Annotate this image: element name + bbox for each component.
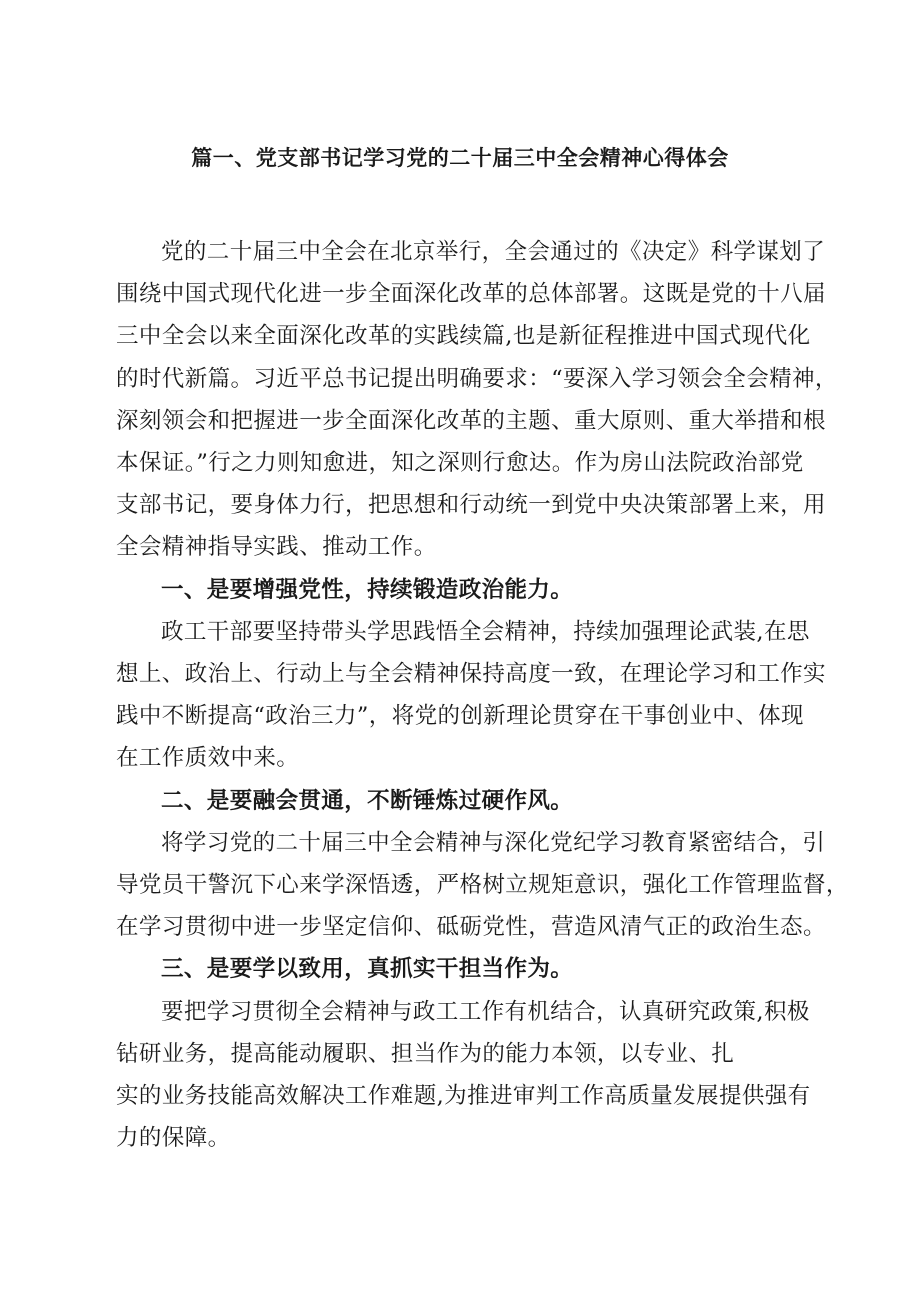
text-line: 三中全会以来全面深化改革的实践续篇,也是新征程推进中国式现代化 bbox=[116, 323, 811, 350]
section-heading bbox=[116, 569, 831, 611]
text-line: 党的二十届三中全会在北京举行，全会通过的《决定》科学谋划了 bbox=[161, 239, 826, 265]
body-paragraph bbox=[116, 611, 831, 780]
text-line: 力的保障。 bbox=[116, 1125, 231, 1152]
text-line: 本保证。”行之力则知愈进，知之深则行愈达。作为房山法院政治部党 bbox=[116, 450, 804, 477]
text-line: 实的业务技能高效解决工作难题,为推进审判工作高质量发展提供强有 bbox=[116, 1083, 811, 1110]
text-line: 的时代新篇。习近平总书记提出明确要求：“要深入学习领会全会精神， bbox=[116, 365, 838, 392]
body-paragraph bbox=[116, 991, 831, 1160]
document-body bbox=[116, 231, 849, 1159]
text-line: 三、是要学以致用，真抓实干担当作为。 bbox=[161, 956, 574, 983]
text-line: 二、是要融会贯通，不断锤炼过硬作风。 bbox=[161, 787, 574, 814]
text-line: 深刻领会和把握进一步全面深化改革的主题、重大原则、重大举措和根 bbox=[116, 407, 826, 434]
text-line: 践中不断提高“政治三力”，将党的创新理论贯穿在干事创业中、体现 bbox=[116, 703, 804, 730]
text-line: 导党员干警沉下心来学深悟透，严格树立规矩意识，强化工作管理监督， bbox=[116, 872, 849, 899]
text-line: 钻研业务，提高能动履职、担当作为的能力本领，以专业、扎 bbox=[116, 1040, 735, 1067]
section-heading bbox=[116, 780, 831, 822]
text-line: 全会精神指导实践、推动工作。 bbox=[116, 534, 437, 561]
text-line: 将学习党的二十届三中全会精神与深化党纪学习教育紧密结合，引 bbox=[161, 829, 826, 856]
text-line: 想上、政治上、行动上与全会精神保持高度一致，在理论学习和工作实 bbox=[116, 661, 826, 688]
text-line: 要把学习贯彻全会精神与政工工作有机结合，认真研究政策,积极 bbox=[161, 998, 810, 1025]
section-heading bbox=[116, 948, 831, 990]
text-line: 政工干部要坚持带头学思践悟全会精神，持续加强理论武装,在思 bbox=[161, 618, 810, 645]
body-paragraph bbox=[116, 822, 849, 949]
text-line: 在学习贯彻中进一步坚定信仰、砥砺党性，营造风清气正的政治生态。 bbox=[116, 914, 826, 941]
text-line: 一、是要增强党性，持续锻造政治能力。 bbox=[161, 576, 574, 603]
text-line: 支部书记，要身体力行，把思想和行动统一到党中央决策部署上来，用 bbox=[116, 492, 826, 519]
body-paragraph bbox=[116, 231, 838, 569]
document-title: 篇一、党支部书记学习党的二十届三中全会精神心得体会 bbox=[191, 145, 729, 170]
text-line: 围绕中国式现代化进一步全面深化改革的总体部署。这既是党的十八届 bbox=[116, 281, 826, 308]
text-line: 在工作质效中来。 bbox=[116, 745, 300, 772]
